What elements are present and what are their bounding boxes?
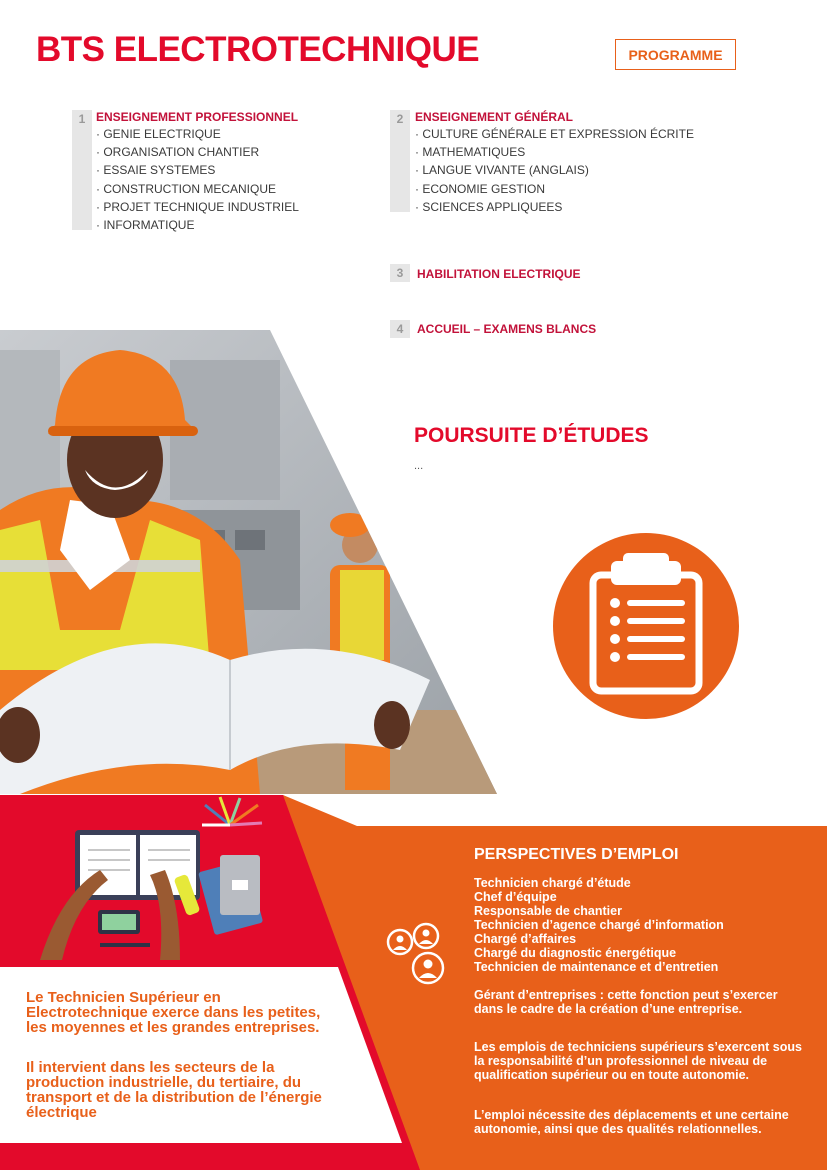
notebook-illustration	[30, 795, 290, 965]
list-item: · INFORMATIQUE	[96, 216, 299, 234]
list-item: Chargé du diagnostic énergétique	[474, 946, 677, 960]
list-item: Technicien de maintenance et d’entretien	[474, 960, 719, 974]
list-item: · PROJET TECHNIQUE INDUSTRIEL	[96, 198, 299, 216]
section-number-2: 2	[390, 110, 410, 212]
list-item: · ORGANISATION CHANTIER	[96, 143, 299, 161]
jobs-list	[474, 876, 724, 974]
list-item: Technicien d’agence chargé d’information	[474, 918, 724, 932]
list-item: · CONSTRUCTION MECANIQUE	[96, 180, 299, 198]
programme-tag: PROGRAMME	[615, 39, 736, 70]
section-heading-habilitation: HABILITATION ELECTRIQUE	[417, 267, 581, 281]
perspectives-paragraph-2: Les emplois de techniciens supérieurs s’exercent sous la responsabilité d’un professionnel de niveau de qualification supérieur ou en toute autonomie.	[474, 1040, 802, 1082]
list-item: · GENIE ELECTRIQUE	[96, 125, 299, 143]
section-number-1: 1	[72, 110, 92, 230]
list-item: · ECONOMIE GESTION	[415, 180, 694, 198]
clipboard-checklist-icon	[553, 533, 739, 719]
perspectives-title: PERSPECTIVES D’EMPLOI	[474, 846, 679, 863]
list-item: · ESSAIE SYSTEMES	[96, 161, 299, 179]
description-paragraph-1: Le Technicien Supérieur en Electrotechnique exerce dans les petites, les moyennes et les grandes entreprises.	[26, 989, 321, 1036]
section-heading-general: ENSEIGNEMENT GÉNÉRAL	[415, 110, 574, 124]
section-heading-professionnel: ENSEIGNEMENT PROFESSIONNEL	[96, 110, 299, 124]
list-item: Technicien chargé d’étude	[474, 876, 631, 890]
general-list	[415, 125, 694, 216]
list-item: · CULTURE GÉNÉRALE ET EXPRESSION ÉCRITE	[415, 125, 694, 143]
perspectives-paragraph-3: L’emploi nécessite des déplacements et une certaine autonomie, ainsi que des qualités relationnelles.	[474, 1108, 789, 1136]
clipboard-badge	[553, 533, 739, 719]
list-item: · MATHEMATIQUES	[415, 143, 694, 161]
description-paragraph-2: Il intervient dans les secteurs de la production industrielle, du tertiaire, du transport et de la distribution de l’énergie électrique	[26, 1059, 322, 1121]
list-item: Responsable de chantier	[474, 904, 622, 918]
poursuite-title: POURSUITE D’ÉTUDES	[414, 424, 649, 447]
poursuite-text: ...	[414, 460, 424, 472]
perspectives-paragraph-1: Gérant d’entreprises : cette fonction peut s’exercer dans le cadre de la création d’une entreprise.	[474, 988, 778, 1016]
list-item: Chef d’équipe	[474, 890, 557, 904]
section-number-3: 3	[390, 264, 410, 282]
list-item: · LANGUE VIVANTE (ANGLAIS)	[415, 161, 694, 179]
section-number-4: 4	[390, 320, 410, 338]
list-item: · SCIENCES APPLIQUEES	[415, 198, 694, 216]
worker-photo	[0, 330, 497, 795]
section-heading-accueil: ACCUEIL – EXAMENS BLANCS	[417, 322, 597, 336]
professionnel-list	[96, 125, 299, 234]
page-title: BTS ELECTROTECHNIQUE	[36, 30, 480, 69]
list-item: Chargé d’affaires	[474, 932, 577, 946]
